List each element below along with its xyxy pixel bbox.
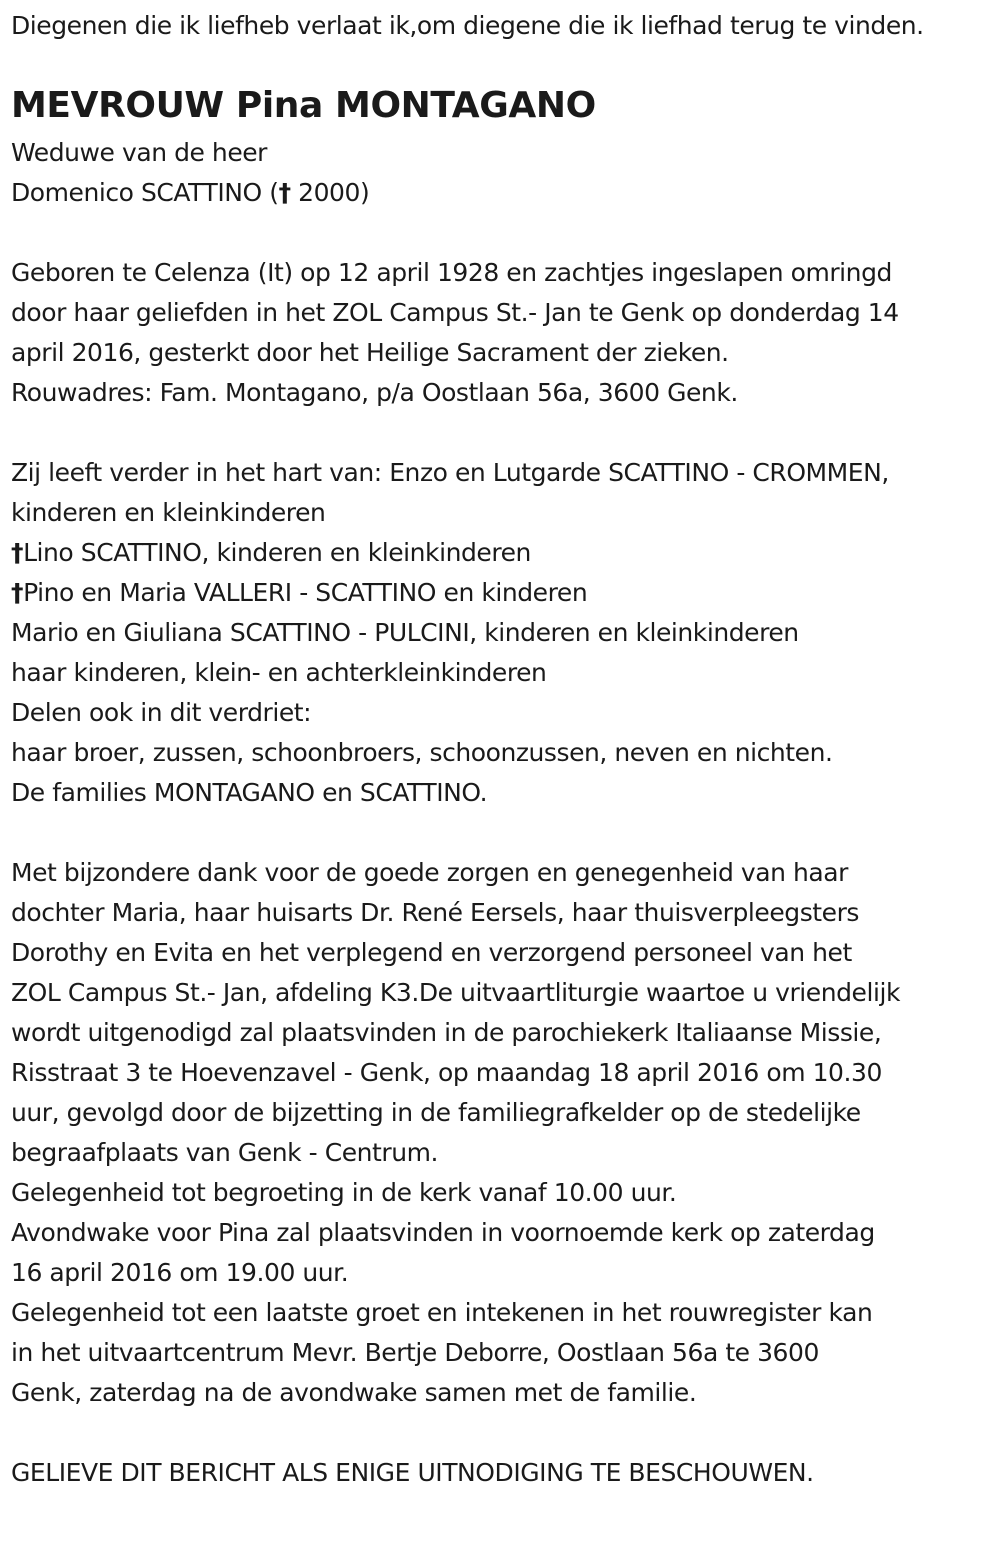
family-line: haar broer, zussen, schoonbroers, schoonzussen, neven en nichten. <box>11 738 833 767</box>
deceased-name: MEVROUW Pina MONTAGANO <box>11 85 596 126</box>
thanks-line: Gelegenheid tot begroeting in de kerk vanaf 10.00 uur. <box>11 1178 677 1207</box>
thanks-line: Avondwake voor Pina zal plaatsvinden in voornoemde kerk op zaterdag <box>11 1218 875 1247</box>
thanks-line: ZOL Campus St.- Jan, afdeling K3.De uitvaartliturgie waartoe u vriendelijk <box>11 978 900 1007</box>
thanks-line: Genk, zaterdag na de avondwake samen met de familie. <box>11 1378 697 1407</box>
spouse-death-year: 2000) <box>290 178 370 207</box>
closing-notice: GELIEVE DIT BERICHT ALS ENIGE UITNODIGING TE BESCHOUWEN. <box>11 1458 814 1487</box>
thanks-line: Gelegenheid tot een laatste groet en intekenen in het rouwregister kan <box>11 1298 873 1327</box>
birth-line: april 2016, gesterkt door het Heilige Sacrament der zieken. <box>11 338 729 367</box>
thanks-line: Met bijzondere dank voor de goede zorgen en genegenheid van haar <box>11 858 848 887</box>
cross-icon: † <box>11 578 24 607</box>
family-line <box>11 533 990 573</box>
family-member-text: Lino SCATTINO, kinderen en kleinkinderen <box>23 538 531 567</box>
birth-line: door haar geliefden in het ZOL Campus St.- Jan te Genk op donderdag 14 <box>11 298 899 327</box>
family-line: Delen ook in dit verdriet: <box>11 698 312 727</box>
family-line: haar kinderen, klein- en achterkleinkinderen <box>11 658 547 687</box>
spouse-name: Domenico SCATTINO ( <box>11 178 279 207</box>
thanks-line: in het uitvaartcentrum Mevr. Bertje Deborre, Oostlaan 56a te 3600 <box>11 1338 819 1367</box>
thanks-line: dochter Maria, haar huisarts Dr. René Eersels, haar thuisverpleegsters <box>11 898 859 927</box>
family-member-text: Pino en Maria VALLERI - SCATTINO en kinderen <box>23 578 588 607</box>
widow-line: Weduwe van de heer <box>11 138 268 167</box>
family-line: Mario en Giuliana SCATTINO - PULCINI, kinderen en kleinkinderen <box>11 618 799 647</box>
motto-text: Diegenen die ik liefheb verlaat ik,om diegene die ik liefhad terug te vinden. <box>11 11 924 40</box>
thanks-line: uur, gevolgd door de bijzetting in de familiegrafkelder op de stedelijke <box>11 1098 861 1127</box>
family-line: Zij leeft verder in het hart van: Enzo en Lutgarde SCATTINO - CROMMEN, <box>11 458 889 487</box>
thanks-line: begraafplaats van Genk - Centrum. <box>11 1138 439 1167</box>
thanks-line: Dorothy en Evita en het verplegend en verzorgend personeel van het <box>11 938 852 967</box>
spacer <box>11 413 990 453</box>
cross-icon: † <box>278 178 291 207</box>
cross-icon: † <box>11 538 24 567</box>
thanks-line: 16 april 2016 om 19.00 uur. <box>11 1258 349 1287</box>
thanks-line: wordt uitgenodigd zal plaatsvinden in de parochiekerk Italiaanse Missie, <box>11 1018 882 1047</box>
spouse-line <box>11 173 990 213</box>
family-line <box>11 573 990 613</box>
family-line: kinderen en kleinkinderen <box>11 498 326 527</box>
spacer <box>11 813 990 853</box>
birth-line: Geboren te Celenza (It) op 12 april 1928 en zachtjes ingeslapen omringd <box>11 258 892 287</box>
family-line: De families MONTAGANO en SCATTINO. <box>11 778 488 807</box>
spacer <box>11 1413 990 1453</box>
spacer <box>11 213 990 253</box>
mourning-address: Rouwadres: Fam. Montagano, p/a Oostlaan 56a, 3600 Genk. <box>11 378 738 407</box>
thanks-line: Risstraat 3 te Hoevenzavel - Genk, op maandag 18 april 2016 om 10.30 <box>11 1058 882 1087</box>
